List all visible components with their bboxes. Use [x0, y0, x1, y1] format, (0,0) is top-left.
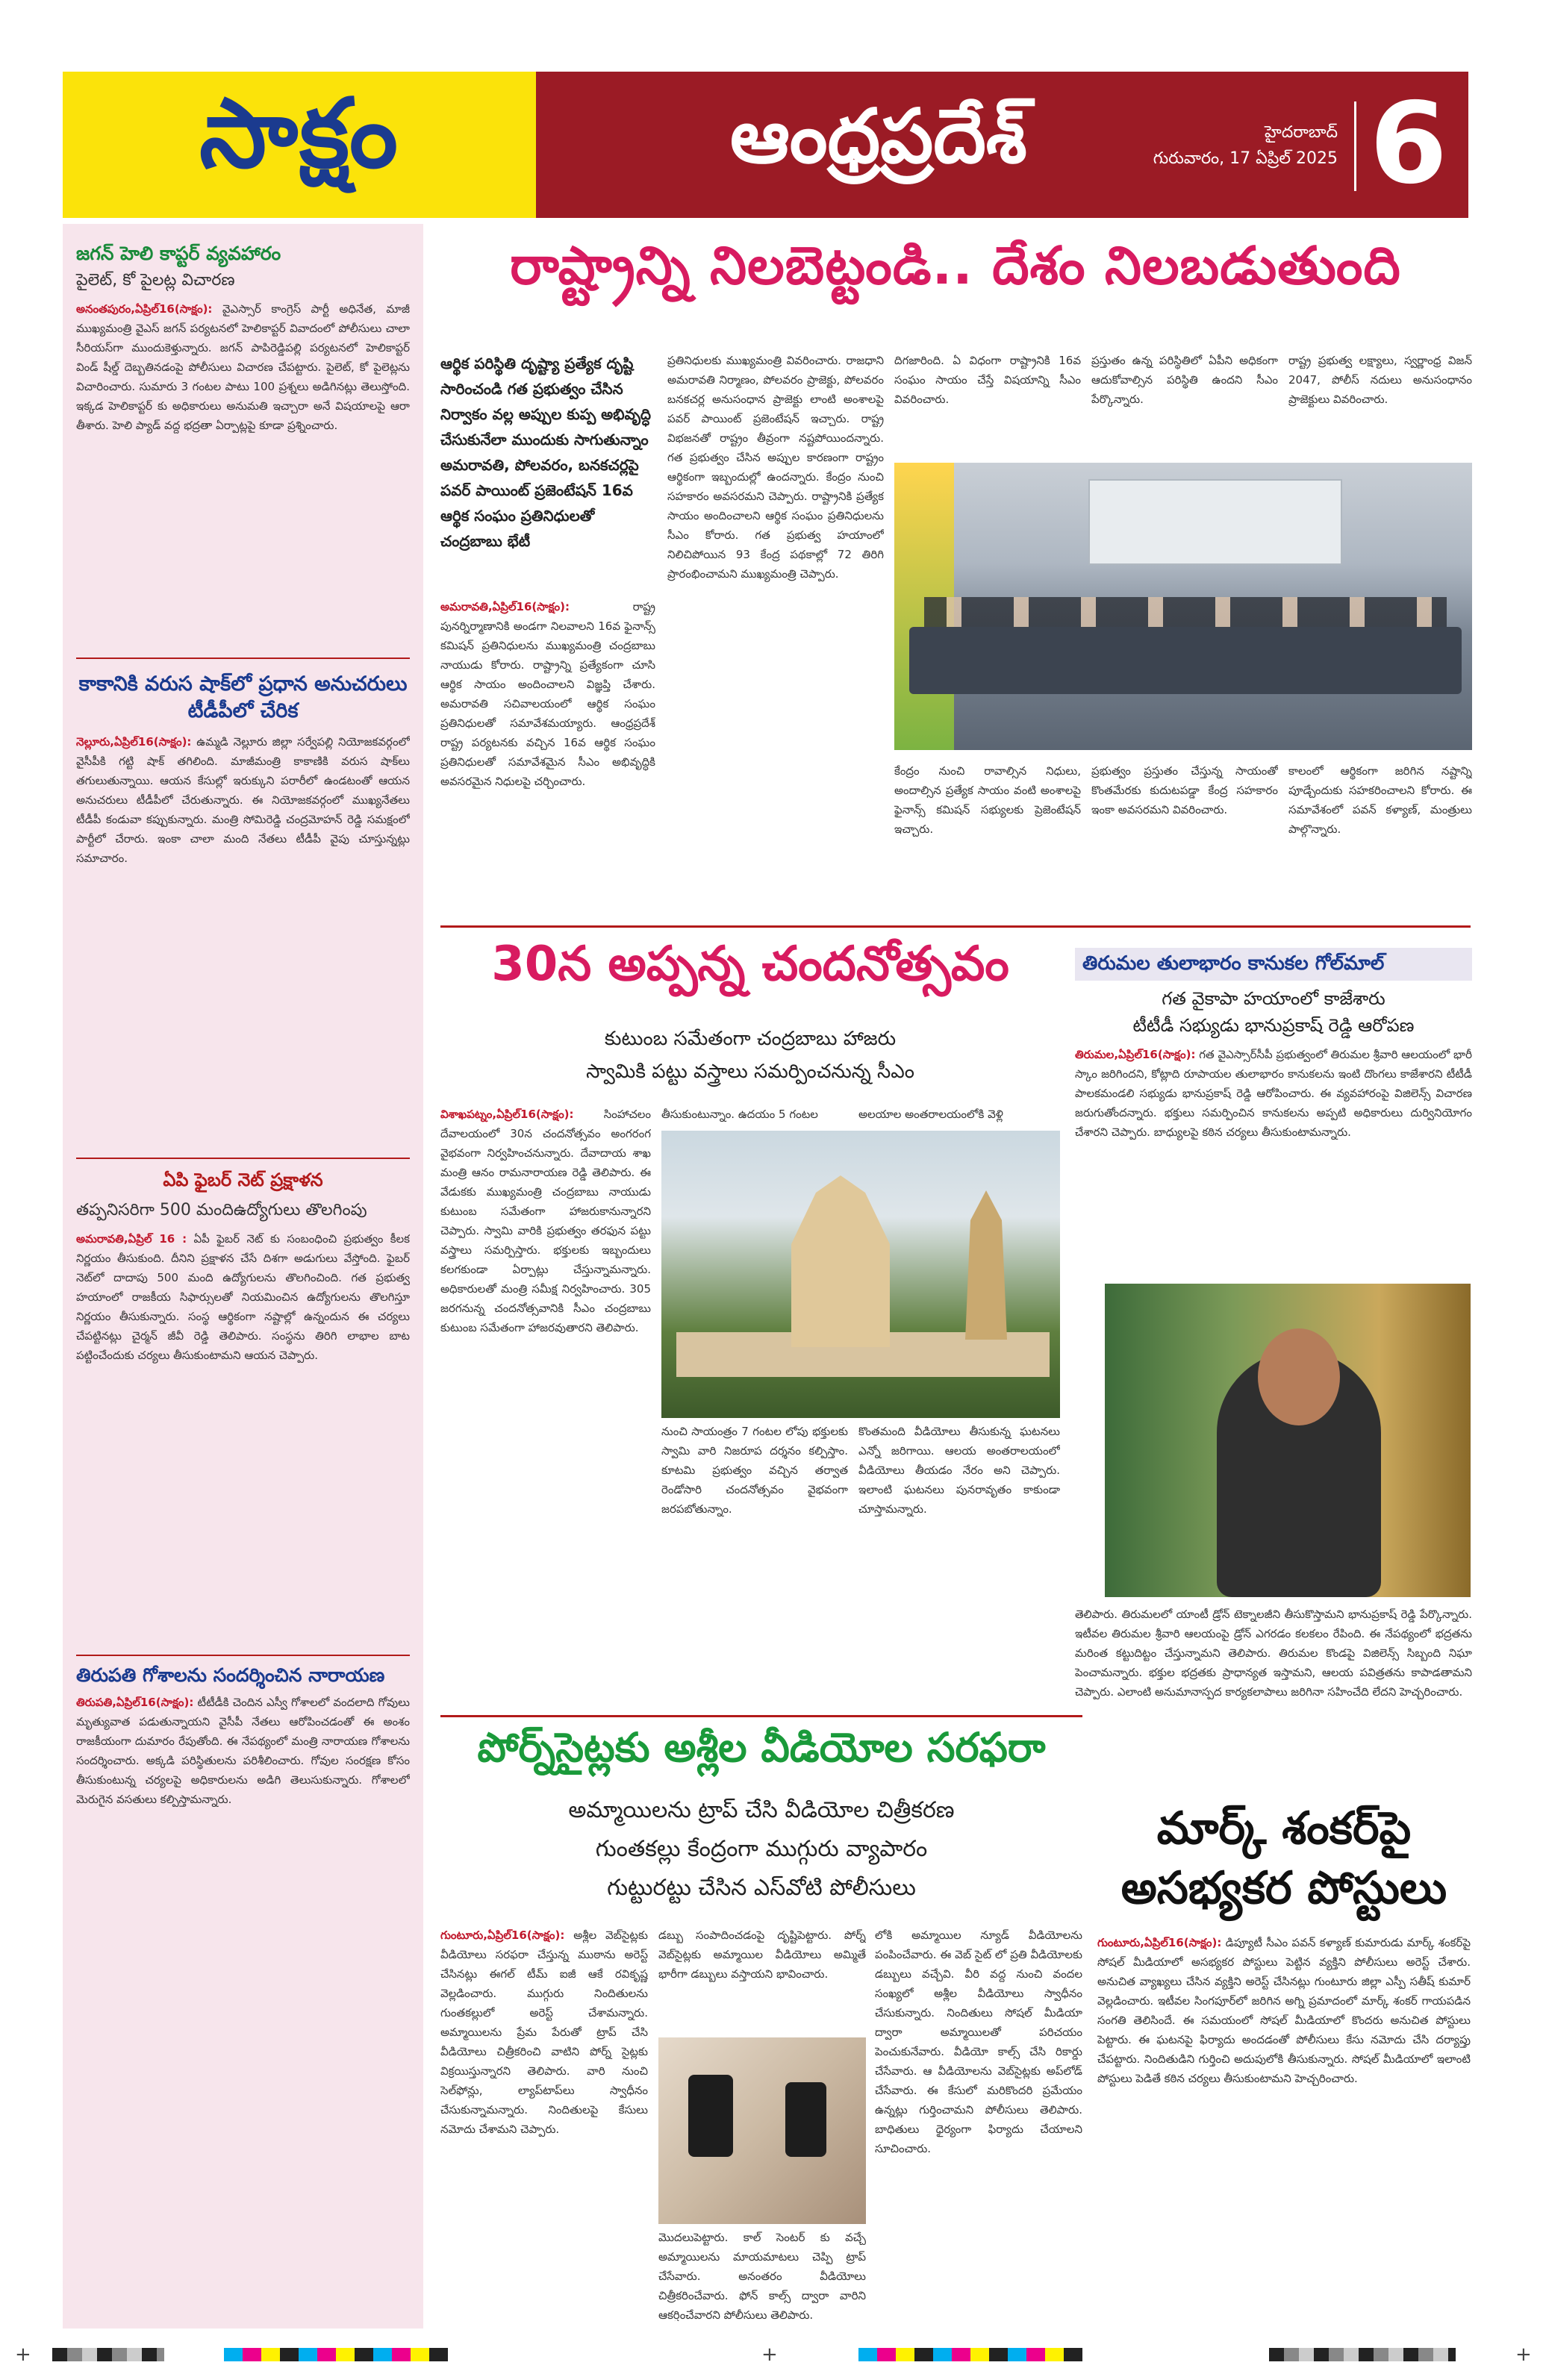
- article-column: కేంద్రం నుంచి రావాల్సిన నిధులు, అందాల్సిన ప్రత్యేక సాయం వంటి అంశాలపై ఫైనాన్స్ కమిషన్ సభ్యులకు ప్రెజెంటేషన్ ఇచ్చారు.: [894, 764, 1081, 836]
- article-column: దిగజారింది. ఏ విధంగా రాష్ట్రానికి 16వ సంఘం సాయం చేస్తే విషయాన్ని సీఎం వివరించారు.: [894, 354, 1081, 406]
- divider: [76, 658, 410, 659]
- divider: [76, 1158, 410, 1159]
- masthead-divider: [1354, 101, 1356, 191]
- print-registration-marks: [0, 2343, 1543, 2366]
- article-column: మొదలుపెట్టారు. కాల్ సెంటర్ కు వచ్చే అమ్మాయిలను మాయమాటలు చెప్పి ట్రాప్ చేసేవారు. అనంతరం వీడియోలు చిత్రీకరించేవారు. ఫోన్ కాల్స్ ద్వారా వారిని ఆకర్షించేవారని పోలీసులు తెలిపారు.: [658, 2231, 866, 2321]
- article-column: తెలిపారు. తిరుమలలో యాంటీ డ్రోన్ టెక్నాలజీని తీసుకొస్తామని భానుప్రకాష్ రెడ్డి పేర్కొన్నారు. ఇటీవల తిరుమల శ్రీవారి ఆలయంపై డ్రోన్ ఎగరడం కలకలం రేపింది. ఈ నేపథ్యంలో భద్రతను మరింత కట్టుదిట్టం చేస్తున్నామని తెలిపారు. తిరుమల కొండపై విజిలెన్స్ సిబ్బంది నిఘా పెంచామన్నారు. భక్తుల భద్రతకు ప్రాధాన్యత ఇస్తామని, ఆలయ పవిత్రతను కాపాడతామని చెప్పారు. ఎలాంటి అనుమానాస్పద కార్యకలాపాలు జరిగినా సహించేది లేదని హెచ్చరించారు.: [1075, 1608, 1472, 1699]
- article-body: అనంతపురం,ఏప్రిల్16(సాక్షం): వైఎస్సార్ కాంగ్రెస్ పార్టీ అధినేత, మాజీ ముఖ్యమంత్రి వైఎస్ జగన్ పర్యటనలో హెలికాప్టర్ వివాదంలో పోలీసులు చాలా సీరియస్‌గా ముందుకెళ్తున్నారు. జగన్ పాపిరెడ్డిపల్లి పర్యటనలో హెలికాప్టర్ విండ్ షీల్డ్ దెబ్బతినడంపై పోలీసులు విచారణ చేపట్టారు. పైలెట్, కో పైలెట్లను విచారించారు. సుమారు 3 గంటల పాటు 100 ప్రశ్నలు అడిగినట్లు తెలుస్తోంది. ఇక్కడ హెలికాప్టర్ కు అధికారులు అనుమతి ఇచ్చారా అనే విషయాలపై ఆరా తీశారు. హెలి ప్యాడ్ వద్ద భద్రతా ఏర్పాట్లపై కూడా ప్రశ్నించారు.: [76, 302, 410, 432]
- phone-icon: [688, 2075, 733, 2157]
- article-title: తిరుపతి గోశాలను సందర్శించిన నారాయణ: [76, 1664, 385, 1687]
- dateline: గుంటూరు,ఏప్రిల్16(సాక్షం):: [440, 1928, 565, 1942]
- article-column: కొంతమంది వీడియోలు తీసుకున్న ఘటనలు ఎన్నో జరిగాయి. ఆలయ అంతరాలయంలో వీడియోలు తీయడం నేరం అని చెప్పారు. ఇలాంటి ఘటనలు పునరావృతం కాకుండా చూస్తామన్నారు.: [858, 1425, 1060, 1516]
- dateline: విశాఖపట్నం,ఏప్రిల్16(సాక్షం):: [440, 1108, 574, 1121]
- article-column: నుంచి సాయంత్రం 7 గంటల లోపు భక్తులకు స్వామి వారి నిజరూప దర్శనం కల్పిస్తాం. కూటమి ప్రభుత్వం వచ్చిన తర్వాత రెండోసారి చందనోత్సవం వైభవంగా జరపబోతున్నాం.: [661, 1425, 848, 1516]
- edition-date: గురువారం, 17 ఏప్రిల్ 2025: [1153, 149, 1338, 169]
- section-name: ఆంధ్రప్రదేశ్: [730, 91, 1027, 180]
- story-headline: 30న అప్పన్న చందనోత్సవం: [491, 937, 1009, 992]
- dateline: నెల్లూరు,ఏప్రిల్16(సాక్షం):: [76, 735, 192, 749]
- meeting-banner: [1088, 479, 1342, 565]
- article-title: కాకానికి వరుస షాక్‌లో ప్రధాన అనుచరులు టీడీపీలో చేరిక: [78, 672, 408, 722]
- article-body: అమరావతి,ఏప్రిల్ 16 : ఏపీ ఫైబర్ నెట్ కు సంబంధించి ప్రభుత్వం కీలక నిర్ణయం తీసుకుంది. దీనిని ప్రక్షాళన చేసే దిశగా అడుగులు వేస్తోంది. ఫైబర్ నెట్‌లో దాదాపు 500 మంది ఉద్యోగులను తొలగించింది. గత ప్రభుత్వ హయాంలో రాజకీయ సిఫార్సులతో నియమించిన ఉద్యోగులను తొలగిస్తూ నిర్ణయం తీసుకున్నారు. సంస్థ ఆర్థికంగా నష్టాల్లో ఉన్నందున ఈ చర్యలు చేపట్టినట్లు చైర్మన్ జీవీ రెడ్డి తెలిపారు. సంస్థను తిరిగి లాభాల బాట పట్టించేందుకు చర్యలు తీసుకుంటామని ఆయన చెప్పారు.: [76, 1232, 410, 1363]
- article-column: రాష్ట్ర ప్రభుత్వ లక్ష్యాలు, స్వర్ణాంధ్ర విజన్ 2047, పోలీస్ నదులు అనుసంధానం ప్రాజెక్టులు వివరించారు.: [1288, 354, 1472, 406]
- dateline: గుంటూరు,ఏప్రిల్16(సాక్షం):: [1097, 1936, 1222, 1949]
- article-column: అలయాల అంతరాలయంలోకి వెళ్లి: [858, 1108, 1003, 1121]
- article-column: గుంటూరు,ఏప్రిల్16(సాక్షం): డిప్యూటీ సీఎం పవన్ కళ్యాణ్ కుమారుడు మార్క్ శంకర్‌పై సోషల్ మీడియాలో అసభ్యకర పోస్టులు పెట్టిన వ్యక్తిని పోలీసులు అరెస్ట్ చేశారు. అనుచిత వ్యాఖ్యలు చేసిన వ్యక్తిని అరెస్ట్ చేసినట్లు గుంటూరు జిల్లా ఎస్పీ సతీష్ కుమార్ వెల్లడించారు. ఇటీవల సింగపూర్‌లో జరిగిన అగ్ని ప్రమాదంలో మార్క్ శంకర్ గాయపడిన సంగతి తెలిసిందే. ఈ సమయంలో సోషల్ మీడియాలో కొందరు అనుచిత పోస్టులు పెట్టారు. ఈ ఘటనపై ఫిర్యాదు అందడంతో పోలీసులు కేసు నమోదు చేసి దర్యాప్తు చేపట్టారు. నిందితుడిని గుర్తించి అదుపులోకి తీసుకున్నారు. సోషల్ మీడియాలో ఇలాంటి పోస్టులు పెడితే కఠిన చర్యలు తీసుకుంటామని హెచ్చరించారు.: [1097, 1936, 1471, 2085]
- article-column: ప్రతినిధులకు ముఖ్యమంత్రి వివరించారు. రాజధాని అమరావతి నిర్మాణం, పోలవరం ప్రాజెక్టు, పోలవరం బనకచర్ల అనుసంధాన ప్రాజెక్టు లాంటి అంశాలపై పవర్ పాయింట్ ప్రజెంటేషన్ ఇచ్చారు. రాష్ట్ర విభజనతో రాష్ట్రం తీవ్రంగా నష్టపోయిందన్నారు. గత ప్రభుత్వం చేసిన అప్పుల కారణంగా రాష్ట్రం ఆర్థికంగా ఇబ్బందుల్లో ఉందన్నారు. కేంద్రం నుంచి సహకారం అవసరమని చెప్పారు. రాష్ట్రానికి ప్రత్యేక సాయం అందించాలని ఆర్థిక సంఘం ప్రతినిధులను సీఎం కోరారు. గత ప్రభుత్వ హయాంలో నిలిచిపోయిన 93 కేంద్ర పథకాల్లో 72 తిరిగి ప్రారంభించామని ముఖ్యమంత్రి చెప్పారు.: [667, 354, 884, 581]
- phone-users-photo: [658, 2037, 866, 2224]
- article-column: అమరావతి,ఏప్రిల్16(సాక్షం): రాష్ట్ర పునర్నిర్మాణానికి అండగా నిలవాలని 16వ ఫైనాన్స్ కమిషన్ ప్రతినిధులను ముఖ్యమంత్రి చంద్రబాబు నాయుడు కోరారు. రాష్ట్రాన్ని ప్రత్యేకంగా చూసి ఆర్థిక సాయం అందించాలని విజ్ఞప్తి చేశారు. అమరావతి సచివాలయంలో ఆర్థిక సంఘం ప్రతినిధులతో సమావేశమయ్యారు. ఆంధ్రప్రదేశ్ రాష్ట్ర పర్యటనకు వచ్చిన 16వ ఆర్థిక సంఘం ప్రతినిధులతో సమావేశమైన సీఎం అభివృద్ధికి అవసరమైన నిధులపై చర్చించారు.: [440, 600, 655, 788]
- lead-headline: రాష్ట్రాన్ని నిలబెట్టండి.. దేశం నిలబడుతుంది: [510, 235, 1401, 296]
- divider: [76, 1655, 410, 1656]
- color-strip: [858, 2348, 1082, 2361]
- dateline: అనంతపురం,ఏప్రిల్16(సాక్షం):: [76, 302, 213, 316]
- story-subheads: కుటుంబ సమేతంగా చంద్రబాబు హాజరు స్వామికి పట్టు వస్త్రాలు సమర్పించనున్న సీఎం: [586, 1028, 914, 1083]
- article-column: ప్రస్తుతం ఉన్న పరిస్థితిలో ఏపీని అధికంగా ఆదుకోవాల్సిన పరిస్థితి ఉందని సీఎం పేర్కొన్నారు.: [1091, 354, 1278, 406]
- temple-tower: [758, 1175, 923, 1347]
- dateline: అమరావతి,ఏప్రిల్16(సాక్షం):: [440, 600, 570, 613]
- dateline: అమరావతి,ఏప్రిల్ 16 :: [76, 1232, 187, 1246]
- grayscale-strip: [52, 2348, 164, 2361]
- lead-kicker: ఆర్థిక పరిస్థితి దృష్ట్యా ప్రత్యేక దృష్టి సారించండి గత ప్రభుత్వం చేసిన నిర్వాకం వల్ల అప్పుల కుప్ప అభివృద్ధి చేసుకునేలా ముందుకు సాగుతున్నాం అమరావతి, పోలవరం, బనకచర్లపై పవర్ పాయింట్ ప్రజెంటేషన్ 16వ ఆర్థిక సంఘం ప్రతినిధులతో చంద్రబాబు భేటీ: [440, 354, 652, 550]
- phone-icon: [785, 2082, 826, 2157]
- article-column: లోకి అమ్మాయిల న్యూడ్ వీడియోలను పంపించేవారు. ఈ వెబ్ సైట్ లో ప్రతి వీడియోలకు డబ్బులు వచ్చేవి. వీరి వద్ద నుంచి వందల సంఖ్యలో అశ్లీల వీడియోలు స్వాధీనం చేసుకున్నారు. నిందితులు సోషల్ మీడియా ద్వారా అమ్మాయిలతో పరిచయం పెంచుకునేవారు. వీడియో కాల్స్ చేసి రికార్డు చేసేవారు. ఆ వీడియోలను వెబ్‌సైట్లకు అప్‌లోడ్ చేసేవారు. ఈ కేసులో మరికొందరి ప్రమేయం ఉన్నట్లు గుర్తించామని పోలీసులు తెలిపారు. బాధితులు ధైర్యంగా ఫిర్యాదు చేయాలని సూచించారు.: [875, 1928, 1082, 2155]
- speaker-photo: [1105, 1284, 1471, 1597]
- article-title: జగన్ హెలి కాప్టర్ వ్యవహారం: [76, 243, 281, 264]
- registration-cross-icon: +: [15, 2343, 31, 2366]
- article-column: విశాఖపట్నం,ఏప్రిల్16(సాక్షం): సింహాచలం దేవాలయంలో 30న చందనోత్సవం అంగరంగ వైభవంగా నిర్వహించనున్నారు. దేవాదాయ శాఖ మంత్రి ఆనం రామనారాయణ రెడ్డి తెలిపారు. ఈ వేడుకకు ముఖ్యమంత్రి చంద్రబాబు నాయుడు కుటుంబ సమేతంగా హాజరుకానున్నారని చెప్పారు. స్వామి వారికి ప్రభుత్వం తరఫున పట్టు వస్త్రాలు సమర్పిస్తారు. భక్తులకు ఇబ్బందులు కలగకుండా ఏర్పాట్లు చేస్తున్నామన్నారు. అధికారులతో మంత్రి సమీక్ష నిర్వహించారు. 305 జరగనున్న చందనోత్సవానికి సీఎం చంద్రబాబు కుటుంబ సమేతంగా హాజరవుతారని తెలిపారు.: [440, 1108, 651, 1334]
- article-column: డబ్బు సంపాదించడంపై దృష్టిపెట్టారు. పోర్న్ వెబ్‌సైట్లకు అమ్మాయిల వీడియోలు అమ్మితే భారీగా డబ్బులు వస్తాయని భావించారు.: [658, 1928, 866, 1981]
- story-subheads: అమ్మాయిలను ట్రాప్ చేసి వీడియోల చిత్రీకరణ గుంతకల్లు కేంద్రంగా ముగ్గురు వ్యాపారం గుట్టురట్టు చేసిన ఎస్‌వోటి పోలీసులు: [568, 1797, 955, 1901]
- section-divider: [440, 1715, 1082, 1717]
- section-divider: [440, 925, 1471, 928]
- article-subtitle: తప్పనిసరిగా 500 మందిఉద్యోగులు తొలగింపు: [76, 1201, 367, 1220]
- article-column: తిరుమల,ఏప్రిల్16(సాక్షం): గత వైఎస్సార్‌సీపీ ప్రభుత్వంలో తిరుమల శ్రీవారి ఆలయంలో భారీ స్కాం జరిగిందని, కోట్లాది రూపాయల తులాభారం కానుకలను ఇంటి దొంగలు కాజేశారని టీటీడీ పాలకమండలి సభ్యుడు భానుప్రకాష్ రెడ్డి ఆరోపించారు. ఈ వ్యవహారంపై విజిలెన్స్ విచారణ జరుగుతోందన్నారు. భక్తులు సమర్పించిన కానుకలను అప్పటి అధికారులు దుర్వినియోగం చేశారని చెప్పారు. బాధ్యులపై కఠిన చర్యలు తీసుకుంటామన్నారు.: [1075, 1048, 1472, 1139]
- meeting-table: [909, 627, 1462, 694]
- story-subheads: గత వైకాపా హయాంలో కాజేశారు టీటీడీ సభ్యుడు భానుప్రకాష్ రెడ్డి ఆరోపణ: [1132, 988, 1415, 1036]
- newspaper-logo: సాక్షం: [63, 72, 536, 218]
- masthead: [63, 72, 1468, 218]
- article-title: ఏపి ఫైబర్ నెట్ ప్రక్షాళన: [163, 1169, 323, 1191]
- speaker-face: [1258, 1328, 1340, 1425]
- edition-city: హైదరాబాద్: [1265, 123, 1338, 142]
- temple-gopuram: [960, 1190, 1012, 1340]
- color-strip: [224, 2348, 448, 2361]
- article-column: తీసుకుంటున్నాం. ఉదయం 5 గంటల: [661, 1108, 818, 1121]
- temple-photo: [661, 1131, 1060, 1418]
- article-column: గుంటూరు,ఏప్రిల్16(సాక్షం): అశ్లీల వెబ్‌సైట్లకు వీడియోలు సరఫరా చేస్తున్న ముఠాను అరెస్ట్ చేసినట్లు ఈగల్ టీమ్ ఐజీ ఆకే రవికృష్ణ వెల్లడించారు. ముగ్గురు నిందితులను గుంతకల్లులో అరెస్ట్ చేశామన్నారు. అమ్మాయిలను ప్రేమ పేరుతో ట్రాప్ చేసి వీడియోలు చిత్రీకరించి వాటిని పోర్న్ సైట్లకు విక్రయిస్తున్నారని తెలిపారు. వారి నుంచి సెల్‌ఫోన్లు, ల్యాప్‌టాప్‌లు స్వాధీనం చేసుకున్నామన్నారు. నిందితులపై కేసులు నమోదు చేశామని చెప్పారు.: [440, 1928, 648, 2136]
- article-column: ప్రభుత్వం ప్రస్తుతం చేస్తున్న సాయంతో కొంతమేరకు కుదుటపడ్డా కేంద్ర సహకారం ఇంకా అవసరమని వివరించారు.: [1091, 764, 1278, 816]
- article-body: నెల్లూరు,ఏప్రిల్16(సాక్షం): ఉమ్మడి నెల్లూరు జిల్లా సర్వేపల్లి నియోజకవర్గంలో వైసీపీకి గట్టి షాక్ తగిలింది. మాజీమంత్రి కాకాణికి వరుస షాక్‌లు తగులుతున్నాయి. ఆయన కేసుల్లో ఇరుక్కుని పరారీలో ఉండటంతో ఆయన అనుచరులు టీడీపీలో చేరుతున్నారు. ఈ నియోజకవర్గంలో ముఖ్యనేతలు టీడీపీ కండువా కప్పుకున్నారు. మంత్రి సోమిరెడ్డి చంద్రమోహన్ రెడ్డి సమక్షంలో పార్టీలో చేరారు. ఇంకా చాలా మంది నేతలు టీడీపీ వైపు చూస్తున్నట్లు సమాచారం.: [76, 735, 410, 866]
- edition-meta: [1153, 119, 1338, 172]
- registration-cross-icon: +: [761, 2343, 778, 2366]
- story-headline: తిరుమల తులాభారం కానుకల గోల్‌మాల్: [1075, 948, 1472, 981]
- dateline: తిరుమల,ఏప్రిల్16(సాక్షం):: [1075, 1048, 1196, 1061]
- article-column: కాలంలో ఆర్థికంగా జరిగిన నష్టాన్ని పూడ్చేందుకు సహకరించాలని కోరారు. ఈ సమావేశంలో పవన్ కళ్యాణ్, మంత్రులు పాల్గొన్నారు.: [1288, 764, 1472, 836]
- meeting-photo: [894, 463, 1472, 750]
- dateline: తిరుపతి,ఏప్రిల్16(సాక్షం):: [76, 1695, 194, 1709]
- grayscale-strip: [1269, 2348, 1456, 2361]
- page-number: 6: [1369, 79, 1447, 209]
- story-headline: పోర్న్‌సైట్లకు అశ్లీల వీడియోల సరఫరా: [477, 1724, 1046, 1771]
- article-body: తిరుపతి,ఏప్రిల్16(సాక్షం): టీటీడీకి చెందిన ఎస్వీ గోశాలలో వందలాది గోవులు మృత్యువాత పడుతున్నాయని వైసీపీ నేతలు ఆరోపించడంతో ఈ అంశం రాజకీయంగా దుమారం రేపుతోంది. ఈ నేపథ్యంలో మంత్రి నారాయణ గోశాలను సందర్శించారు. అక్కడి పరిస్థితులను పరిశీలించారు. గోవుల సంరక్షణ కోసం తీసుకుంటున్న చర్యలపై అధికారులను అడిగి తెలుసుకున్నారు. గోశాలలో మెరుగైన వసతులు కల్పిస్తామన్నారు.: [76, 1695, 410, 1806]
- article-subtitle: పైలెట్, కో పైలట్ల విచారణ: [76, 270, 235, 290]
- section-banner: [536, 72, 1468, 218]
- story-headline: మార్క్ శంకర్‌పై అసభ్యకర పోస్టులు: [1120, 1802, 1447, 1914]
- registration-cross-icon: +: [1515, 2343, 1532, 2366]
- left-sidebar: [63, 224, 423, 2329]
